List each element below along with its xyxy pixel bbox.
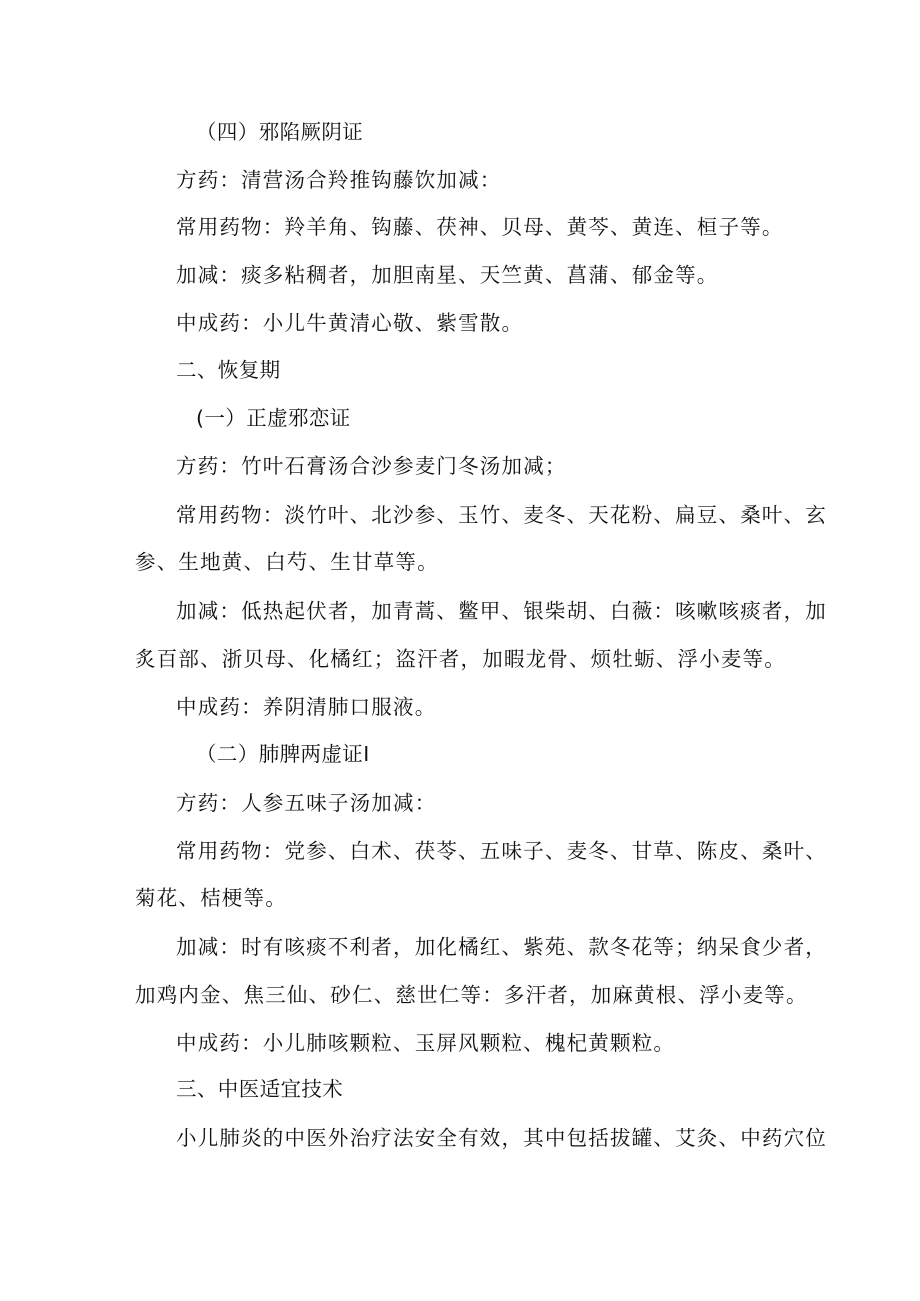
paragraph-modifications-continued: 炙百部、浙贝母、化橘红；盗汗者，加暇龙骨、烦牡蛎、浮小麦等。 [135,647,786,671]
paragraph-modifications: 加减：低热起伏者，加青蒿、鳖甲、银柴胡、白薇：咳嗽咳痰者，加 [176,599,827,623]
paragraph-modifications-continued: 加鸡内金、焦三仙、砂仁、慈世仁等：多汗者，加麻黄根、浮小麦等。 [135,983,808,1007]
paragraph-prescription: 方药：人参五味子汤加减： [176,791,437,815]
paragraph-common-herbs-continued: 参、生地黄、白芍、生甘草等。 [135,550,439,574]
paragraph-patent-medicine: 中成药：小儿肺咳颗粒、玉屏风颗粒、槐杞黄颗粒。 [176,1031,676,1055]
paragraph-modifications: 加减：痰多粘稠者，加胆南星、天竺黄、菖蒲、郁金等。 [176,263,719,287]
paragraph-patent-medicine: 中成药：小儿牛黄清心敬、紫雪散。 [176,311,524,335]
paragraph-prescription: 方药：竹叶石膏汤合沙参麦门冬汤加减； [176,454,567,478]
paragraph-modifications: 加减：时有咳痰不利者，加化橘红、紫苑、款冬花等；纳呆食少者， [176,935,827,959]
paragraph-patent-medicine: 中成药：养阴清肺口服液。 [176,695,437,719]
section-heading-zheng-xu-xie-lian: (一）正虚邪恋证 [196,406,351,430]
section-heading-tcm-techniques: 三、中医适宜技术 [176,1077,344,1101]
paragraph-common-herbs: 常用药物：党参、白术、茯苓、五味子、麦冬、甘草、陈皮、桑叶、 [176,839,827,863]
section-heading-fei-pi-liang-xu: （二）肺脾两虚证I [196,742,370,766]
paragraph-prescription: 方药：清营汤合羚推钩藤饮加减： [176,168,502,192]
section-heading-recovery-period: 二、恢复期 [176,358,281,382]
paragraph-common-herbs-continued: 菊花、桔梗等。 [135,886,287,910]
paragraph-common-herbs: 常用药物：淡竹叶、北沙参、玉竹、麦冬、天花粉、扁豆、桑叶、玄 [176,503,827,527]
paragraph-external-therapy: 小儿肺炎的中医外治疗法安全有效，其中包括拔罐、艾灸、中药穴位 [176,1126,827,1150]
section-heading-xie-xian-jue-yin: （四）邪陷厥阴证 [196,120,364,144]
paragraph-common-herbs: 常用药物：羚羊角、钩藤、茯神、贝母、黄芩、黄连、桓子等。 [176,215,784,239]
